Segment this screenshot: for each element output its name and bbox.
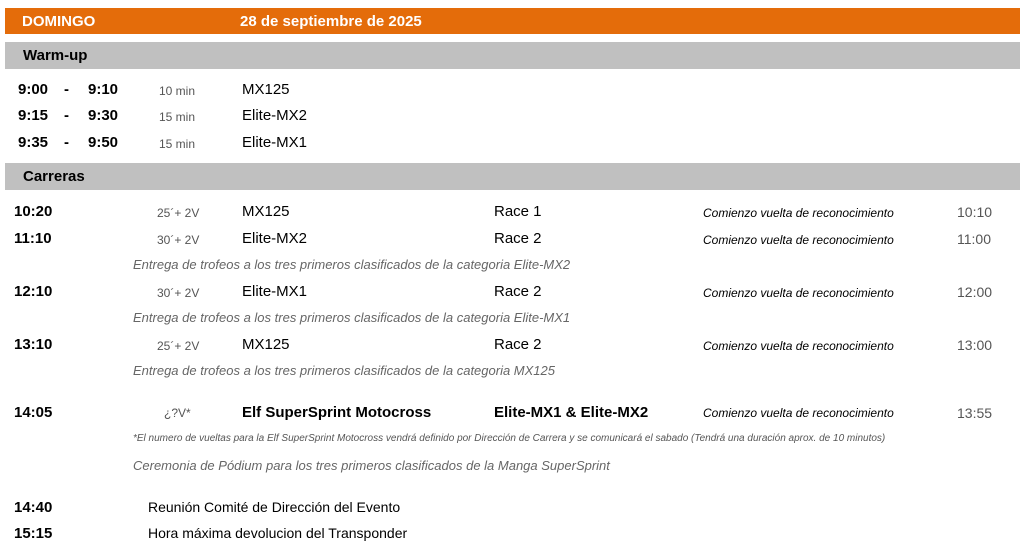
date-label: 28 de septiembre de 2025 [240, 13, 422, 30]
warmup-duration: 15 min [159, 110, 196, 124]
warmup-end-time: 9:50 [88, 134, 119, 151]
race-laps: 30´+ 2V [157, 233, 200, 247]
closing-item: Hora máxima devolucion del Transponder [148, 525, 408, 541]
race-laps: 25´+ 2V [157, 339, 200, 353]
race-laps: ¿?V* [164, 406, 191, 420]
warmup-start-time: 9:00 [18, 81, 49, 98]
race-start-time: 12:10 [14, 283, 53, 300]
warmup-category: MX125 [242, 81, 290, 98]
race-start-time: 10:20 [14, 203, 53, 220]
recon-lap-time: 10:10 [957, 204, 993, 220]
trophy-note: Entrega de trofeos a los tres primeros clasificados de la categoria Elite-MX1 [133, 310, 571, 325]
warmup-start-time: 9:15 [18, 107, 49, 124]
recon-lap-note: Comienzo vuelta de reconocimiento [703, 206, 894, 220]
trophy-note: Entrega de trofeos a los tres primeros clasificados de la categoria Elite-MX2 [133, 257, 571, 272]
race-category: Elite-MX2 [242, 230, 308, 247]
day-label: DOMINGO [22, 13, 96, 30]
race-number: Race 2 [494, 230, 542, 247]
warmup-end-time: 9:30 [88, 107, 119, 124]
race-laps: 25´+ 2V [157, 206, 200, 220]
warmup-time-separator: - [64, 134, 69, 151]
recon-lap-note: Comienzo vuelta de reconocimiento [703, 286, 894, 300]
races-section-header [5, 163, 1020, 190]
recon-lap-time: 13:55 [957, 405, 993, 421]
warmup-duration: 15 min [159, 137, 196, 151]
warmup-category: Elite-MX2 [242, 107, 308, 124]
race-category: Elite-MX1 [242, 283, 308, 300]
warmup-start-time: 9:35 [18, 134, 49, 151]
race-start-time: 14:05 [14, 404, 53, 421]
recon-lap-note: Comienzo vuelta de reconocimiento [703, 233, 894, 247]
supersprint-footnote: *El numero de vueltas para la Elf SuperSprint Motocross vendrá definido por Dirección de Carrera y se comunicará el sabado (Tendrá una duración aprox. de 10 minutos) [133, 433, 886, 444]
race-number: Race 1 [494, 203, 542, 220]
recon-lap-time: 12:00 [957, 284, 993, 300]
closing-time: 15:15 [14, 525, 53, 542]
recon-lap-time: 13:00 [957, 337, 993, 353]
race-number: Elite-MX1 & Elite-MX2 [494, 404, 649, 421]
warmup-time-separator: - [64, 81, 69, 98]
race-category: MX125 [242, 203, 290, 220]
recon-lap-time: 11:00 [957, 231, 991, 247]
race-category: MX125 [242, 336, 290, 353]
races-title: Carreras [23, 168, 85, 185]
closing-time: 14:40 [14, 499, 53, 516]
race-start-time: 11:10 [14, 230, 52, 247]
warmup-title: Warm-up [23, 47, 88, 64]
trophy-note: Entrega de trofeos a los tres primeros clasificados de la categoria MX125 [133, 363, 555, 378]
race-number: Race 2 [494, 336, 542, 353]
day-header-banner [5, 8, 1020, 34]
closing-item: Reunión Comité de Dirección del Evento [148, 499, 401, 515]
race-start-time: 13:10 [14, 336, 53, 353]
recon-lap-note: Comienzo vuelta de reconocimiento [703, 406, 894, 420]
warmup-end-time: 9:10 [88, 81, 119, 98]
podium-ceremony-note: Ceremonia de Pódium para los tres primeros clasificados de la Manga SuperSprint [133, 458, 610, 473]
race-category: Elf SuperSprint Motocross [242, 404, 432, 421]
warmup-category: Elite-MX1 [242, 134, 308, 151]
race-number: Race 2 [494, 283, 542, 300]
warmup-duration: 10 min [159, 84, 196, 98]
race-laps: 30´+ 2V [157, 286, 200, 300]
warmup-section-header [5, 42, 1020, 69]
warmup-time-separator: - [64, 107, 69, 124]
recon-lap-note: Comienzo vuelta de reconocimiento [703, 339, 894, 353]
